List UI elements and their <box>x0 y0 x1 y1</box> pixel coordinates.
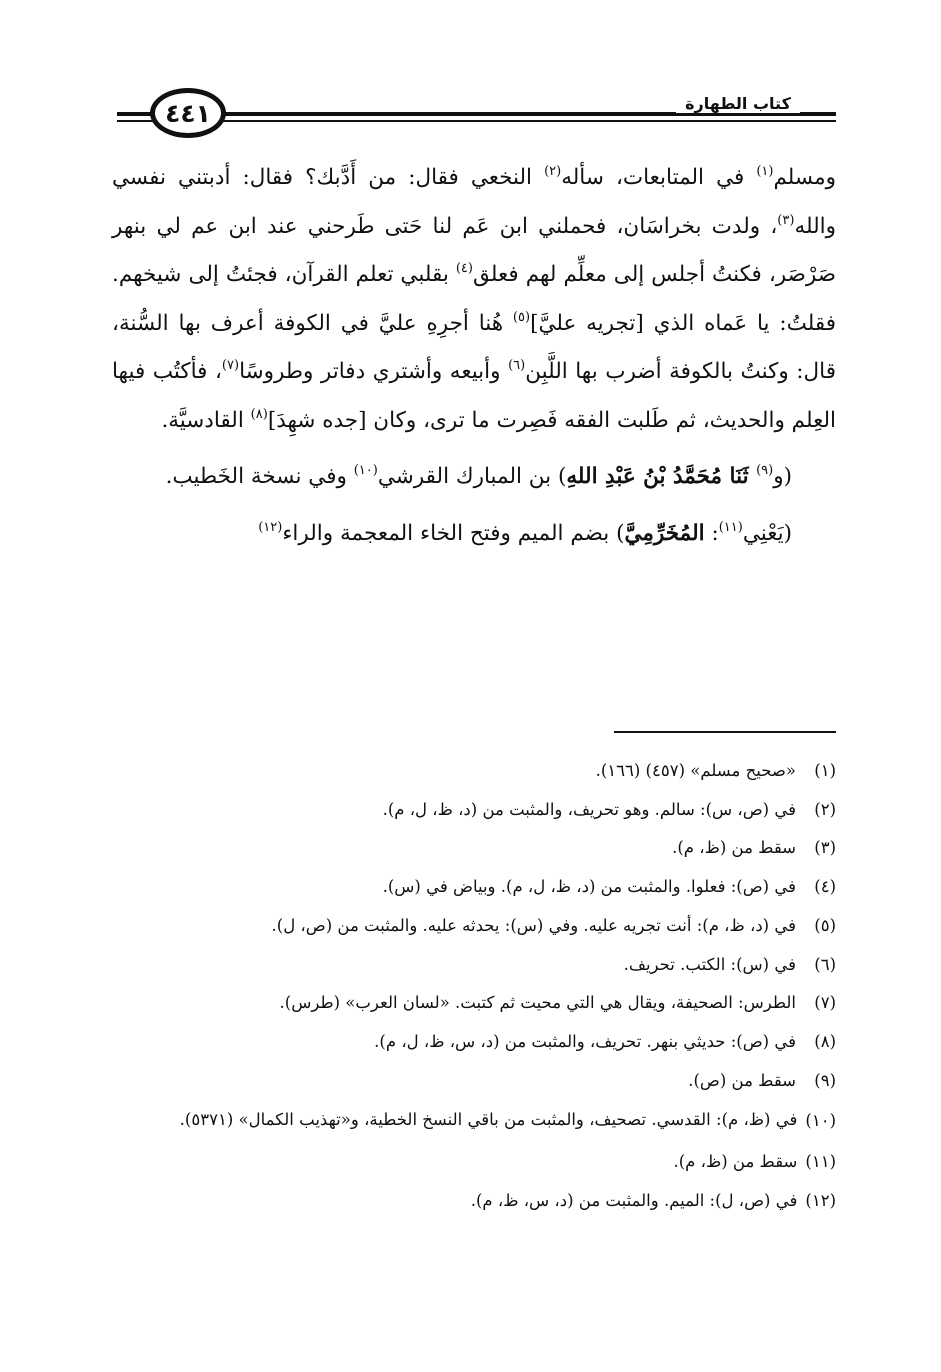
footnote-number: (٥) <box>814 915 836 935</box>
footnote-text: في (ص): حديثي بنهر. تحريف، والمثبت من (د، س، ظ، ل، م). <box>374 1031 796 1051</box>
footnote-separator <box>614 731 836 733</box>
header-rule-left-thin <box>117 120 155 122</box>
footnote-number: (١) <box>814 761 836 780</box>
footnote-number: (٧) <box>814 993 836 1013</box>
footnote-item <box>112 946 836 985</box>
running-title: كتاب الطهارة <box>676 94 800 113</box>
footnote-ref[interactable]: (٩) <box>756 463 774 478</box>
footnote-ref[interactable]: (١١) <box>718 519 743 535</box>
footnote-text: في (ص، ل): الميم. والمثبت من (د، س، ظ، م). <box>470 1190 798 1210</box>
header-rule-main-thin <box>222 120 836 122</box>
footnote-text: سقط من (ظ، م). <box>673 1152 798 1172</box>
footnote-item <box>112 1182 836 1221</box>
footnote-item <box>112 1102 836 1141</box>
footnote-ref[interactable]: (١٢) <box>258 519 283 535</box>
footnote-number: (٣) <box>814 838 836 858</box>
footnote-ref[interactable]: (٢) <box>544 164 562 179</box>
footnote-number: (١٢) <box>805 1190 836 1210</box>
footnote-number: (١١) <box>805 1152 836 1172</box>
footnote-item <box>112 868 836 907</box>
footnote-item <box>112 1023 836 1062</box>
footnote-item <box>112 907 836 946</box>
footnote-ref[interactable]: (٨) <box>250 406 268 422</box>
footnote-item <box>112 1062 836 1101</box>
footnote-text: الطرس: الصحيفة، ويقال هي التي محيت ثم كتبت. «لسان العرب» (طرس). <box>279 993 796 1013</box>
footnote-item <box>112 752 836 791</box>
footnote-item <box>112 791 836 830</box>
footnote-number: (٩) <box>814 1070 836 1090</box>
footnote-number: (٦) <box>814 954 836 974</box>
footnote-ref[interactable]: (٥) <box>512 309 531 325</box>
hadith-narrator: ثَنَا مُحَمَّدُ بْنُ عَبْدِ اللهِ <box>566 464 757 489</box>
footnote-item <box>112 829 836 868</box>
footnote-number: (١٠) <box>805 1111 836 1131</box>
footnotes-list <box>112 752 836 1220</box>
footnote-text: في (ص، س): سالم. وهو تحريف، والمثبت من (د، ظ، ل، م). <box>382 799 796 819</box>
paragraph-3: (يَعْنِي$^{(١١)}$: المُخَرِّمِيَّ) بضم الميم وفتح الخاء المعجمة والراء$^{(١٢)}$ <box>258 519 792 546</box>
footnote-item <box>112 984 836 1023</box>
footnote-text: في (د، ظ، م): أنت تجريه عليه. وفي (س): يحدثه عليه. والمثبت من (ص، ل). <box>271 915 796 935</box>
paragraph-2: (و$^{(٩)}$ ثَنَا مُحَمَّدُ بْنُ عَبْدِ اللهِ) بن المبارك القرشي$^{(١٠)}$ وفي نسخة الخَطيب. <box>165 463 792 489</box>
footnote-number: (٨) <box>814 1031 836 1051</box>
footnote-text: في (ص): فعلوا. والمثبت من (د، ظ، ل، م). وبياض في (س). <box>382 877 796 897</box>
footnote-ref[interactable]: (٣) <box>777 212 795 228</box>
footnote-ref[interactable]: (٧) <box>221 358 240 373</box>
footnote-text: في (ظ، م): القدسي. تصحيف، والمثبت من باقي النسخ الخطية، و«تهذيب الكمال» (٥٣٧١). <box>179 1110 798 1130</box>
footnote-text: سقط من (ظ، م). <box>672 838 796 858</box>
main-text <box>112 154 836 558</box>
footnote-item <box>112 1143 836 1182</box>
page-number: ٤٤١ <box>150 88 226 138</box>
footnote-text: في (س): الكتب. تحريف. <box>623 954 796 974</box>
footnote-text: سقط من (ص). <box>688 1070 796 1090</box>
commented-term: المُخَرِّمِيَّ <box>624 520 705 546</box>
footnote-ref[interactable]: (١٠) <box>353 463 378 478</box>
footnote-ref[interactable]: (١) <box>756 164 774 179</box>
footnote-number: (٢) <box>814 799 836 819</box>
footnote-number: (٤) <box>814 877 836 897</box>
footnote-ref[interactable]: (٤) <box>455 261 473 276</box>
footnote-ref[interactable]: (٦) <box>508 358 526 373</box>
paragraph-1: ومسلم$^{(١)}$ في المتابعات، سأله$^{(٢)}$ النخعي فقال: من أَدَّبك؟ فقال: أدبتني نفسي والله$^{(٣)}$، ولدت بخراسَان، فحملني ابن عَم لنا حَتى طَرحني عند ابن عم لي بنهر صَرْصَر، فكنتُ أجلس إلى معلِّم لهم فعلق$^{(٤)}$ بقلبي تعلم القرآن، فجئتُ إلى شيخهم. فقلتُ: يا عَماه الذي [تجريه عليَّ]$^{(٥)}$ هُنا أجرِهِ عليَّ في الكوفة أعرف بها السُّنة، قال: وكنتُ بالكوفة أضرب بها اللَّبِن$^{(٦)}$ وأبيعه وأشتري دفاتر وطروسًا$^{(٧)}$، فأكتُب فيها العِلم والحديث، ثم طَلبت الفقه فَصِرت ما ترى، وكان [جده شهِدَ]$^{(٨)}$ القادسيَّة. <box>112 164 837 433</box>
footnote-text: «صحيح مسلم» (٤٥٧) (١٦٦). <box>595 761 796 780</box>
